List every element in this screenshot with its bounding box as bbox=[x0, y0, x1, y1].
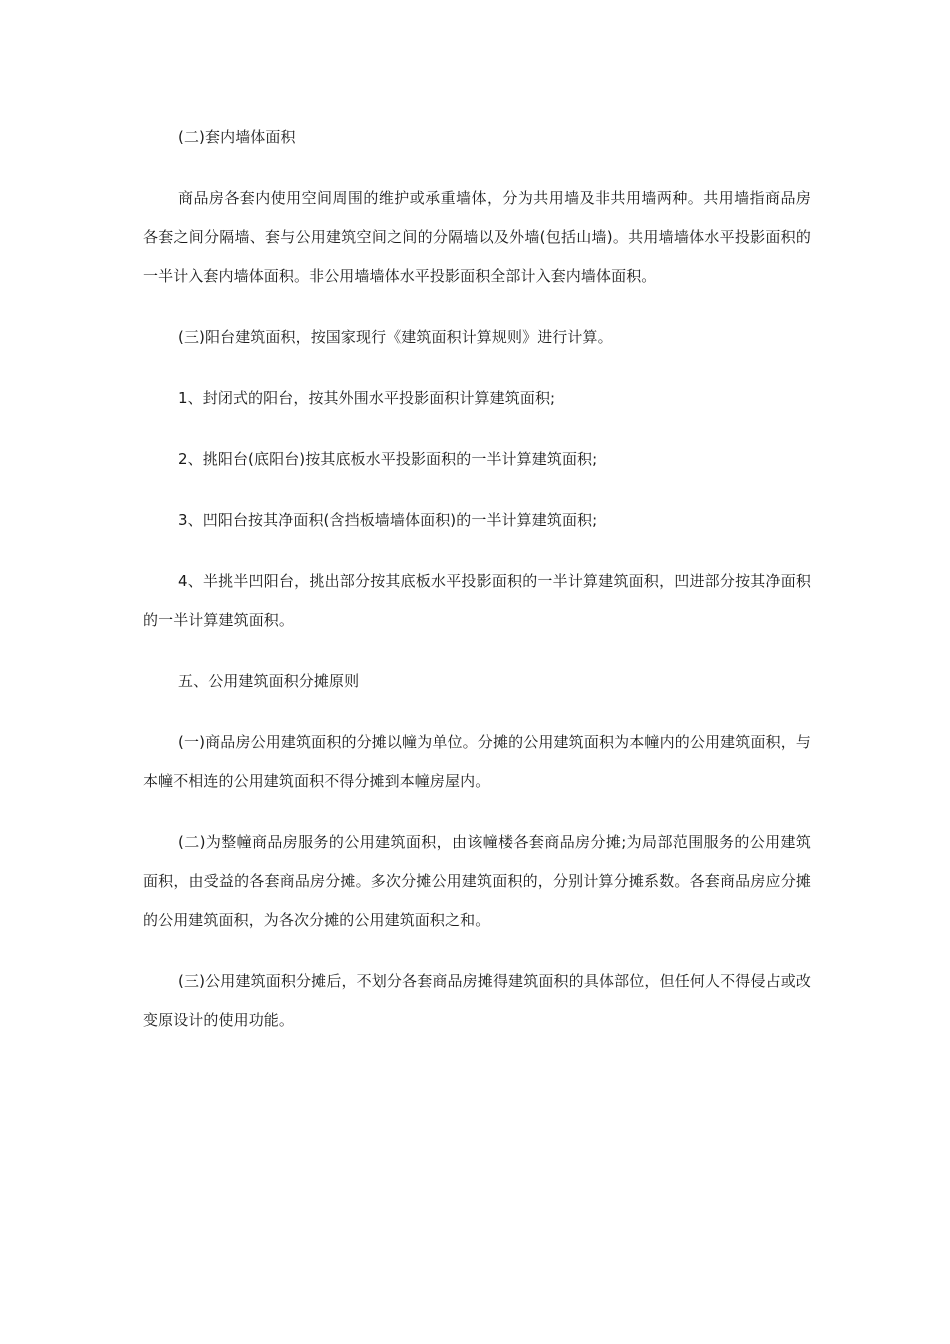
paragraph-gap bbox=[143, 479, 811, 501]
paragraph-gap bbox=[143, 418, 811, 440]
paragraph-gap bbox=[143, 940, 811, 962]
paragraph-gap bbox=[143, 540, 811, 562]
paragraph-allocation-use: (三)公用建筑面积分摊后，不划分各套商品房摊得建筑面积的具体部位，但任何人不得侵占或改变原设计的使用功能。 bbox=[143, 972, 811, 1029]
paragraph-gap bbox=[143, 296, 811, 318]
document-page bbox=[143, 118, 811, 1040]
paragraph-gap bbox=[143, 640, 811, 662]
list-item-cantilever-balcony: 2、挑阳台(底阳台)按其底板水平投影面积的一半计算建筑面积; bbox=[178, 450, 598, 468]
paragraph-allocation-scope: (二)为整幢商品房服务的公用建筑面积，由该幢楼各套商品房分摊;为局部范围服务的公用建筑面积，由受益的各套商品房分摊。多次分摊公用建筑面积的，分别计算分摊系数。各套商品房应分摊的公用建筑面积，为各次分摊的公用建筑面积之和。 bbox=[143, 833, 811, 929]
paragraph-allocation-unit: (一)商品房公用建筑面积的分摊以幢为单位。分摊的公用建筑面积为本幢内的公用建筑面积，与本幢不相连的公用建筑面积不得分摊到本幢房屋内。 bbox=[143, 733, 811, 790]
heading-wall-area: (二)套内墙体面积 bbox=[178, 128, 296, 146]
section-heading-allocation: 五、公用建筑面积分摊原则 bbox=[178, 672, 360, 690]
paragraph-gap bbox=[143, 701, 811, 723]
list-item-closed-balcony: 1、封闭式的阳台，按其外围水平投影面积计算建筑面积; bbox=[178, 389, 556, 407]
paragraph-gap bbox=[143, 801, 811, 823]
paragraph-wall-area: 商品房各套内使用空间周围的维护或承重墙体，分为共用墙及非共用墙两种。共用墙指商品房各套之间分隔墙、套与公用建筑空间之间的分隔墙以及外墙(包括山墙)。共用墙墙体水平投影面积的一半计入套内墙体面积。非公用墙墙体水平投影面积全部计入套内墙体面积。 bbox=[143, 189, 811, 285]
paragraph-gap bbox=[143, 357, 811, 379]
paragraph-gap bbox=[143, 157, 811, 179]
list-item-semi-balcony: 4、半挑半凹阳台，挑出部分按其底板水平投影面积的一半计算建筑面积，凹进部分按其净面积的一半计算建筑面积。 bbox=[143, 572, 811, 629]
heading-balcony-area: (三)阳台建筑面积，按国家现行《建筑面积计算规则》进行计算。 bbox=[178, 328, 613, 346]
list-item-recessed-balcony: 3、凹阳台按其净面积(含挡板墙墙体面积)的一半计算建筑面积; bbox=[178, 511, 598, 529]
